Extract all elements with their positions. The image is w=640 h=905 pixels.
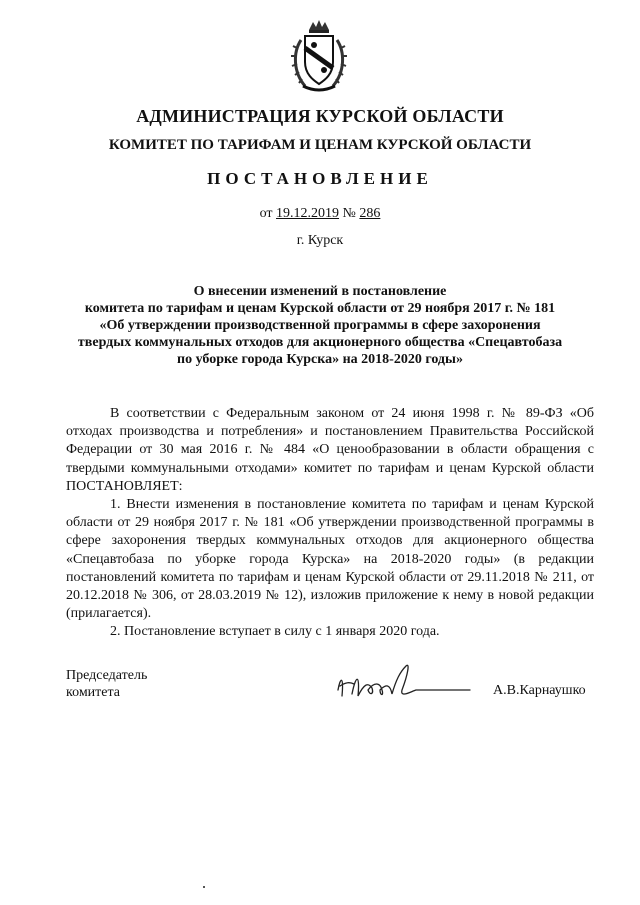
coat-of-arms-emblem	[287, 18, 351, 96]
signatory-title-line1: Председатель	[66, 668, 148, 683]
signatory-title	[66, 667, 147, 701]
document-city: г. Курск	[296, 233, 344, 248]
subject-line: О внесении изменений в постановление	[193, 284, 447, 299]
document-date-number	[0, 206, 640, 222]
subject-line: твердых коммунальных отходов для акционерного общества «Спецавтобаза	[77, 335, 563, 350]
subject-line: по уборке города Курска» на 2018-2020 годы»	[177, 352, 463, 367]
item-1-paragraph: 1. Внести изменения в постановление комитета по тарифам и ценам Курской области от 29 ноября 2017 г. № 181 «Об утверждении производственной программы в сфере захоронения твердых коммунальных отходов для акционерного общества «Спецавтобаза по уборке города Курска» на 2018-2020 годы» (в редакции постановлений комитета по тарифам и ценам Курской области от 29.11.2018 № 211, от 20.12.2018 № 306, от 28.03.2019 № 12), изложив приложение к нему в новой редакции (прилагается).	[66, 497, 594, 622]
handwritten-signature	[330, 660, 480, 705]
subject-line: «Об утверждении производственной программы в сфере захоронения	[99, 318, 541, 333]
committee-heading: КОМИТЕТ ПО ТАРИФАМ И ЦЕНАМ КУРСКОЙ ОБЛАСТИ	[108, 137, 532, 153]
date-prefix: от	[259, 206, 273, 221]
scan-speck	[203, 886, 205, 888]
document-body	[66, 405, 594, 642]
administration-heading: АДМИНИСТРАЦИЯ КУРСКОЙ ОБЛАСТИ	[136, 106, 504, 126]
signatory-title-line2: комитета	[66, 685, 121, 700]
document-date: 19.12.2019	[276, 206, 340, 221]
document-subject	[60, 283, 580, 368]
number-prefix: №	[342, 206, 356, 221]
signatory-name: А.В.Карнаушко	[493, 683, 586, 698]
document-type-heading: ПОСТАНОВЛЕНИЕ	[207, 169, 433, 188]
document-number: 286	[359, 206, 381, 221]
item-2-paragraph: 2. Постановление вступает в силу с 1 января 2020 года.	[110, 624, 440, 640]
intro-paragraph: В соответствии с Федеральным законом от 24 июня 1998 г. № 89-ФЗ «Об отходах производства и потребления» и постановлением Правительства Российской Федерации от 30 мая 2016 г. № 484 «О ценообразовании в области обращения с твердыми коммунальными отходами» комитет по тарифам и ценам Курской области ПОСТАНОВЛЯЕТ:	[66, 406, 594, 494]
subject-line: комитета по тарифам и ценам Курской области от 29 ноября 2017 г. № 181	[84, 301, 556, 316]
